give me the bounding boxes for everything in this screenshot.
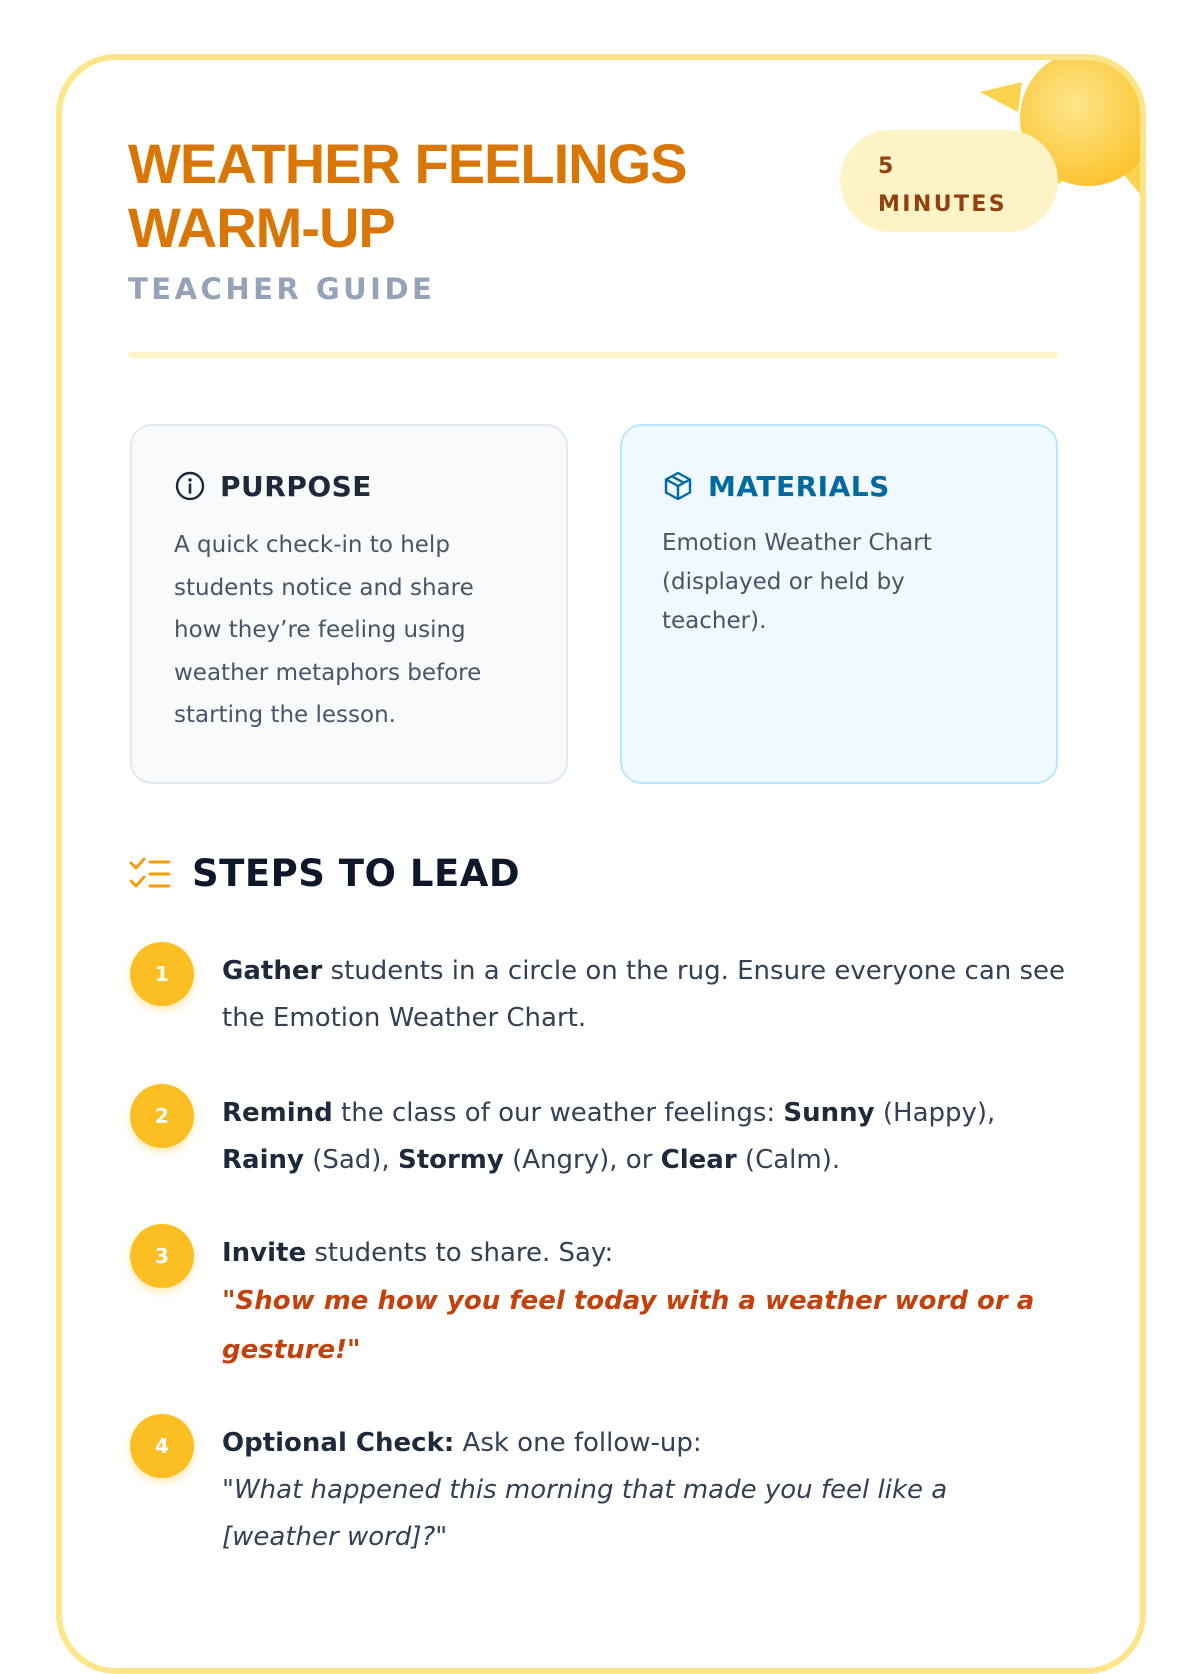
duration-unit: MINUTES (878, 192, 1008, 217)
materials-header (662, 468, 1016, 504)
step-quote: "Show me how you feel today with a weather word or a gesture!" (222, 1286, 1035, 1365)
purpose-text: A quick check-in to help students notice and share how they’re feeling using weather metaphors before starting the lesson. (174, 532, 482, 728)
feeling-word: Sunny (783, 1098, 875, 1128)
duration-badge (840, 130, 1058, 232)
feeling-word: Stormy (397, 1145, 504, 1175)
step-lead: Gather (222, 956, 323, 986)
step-number: 3 (130, 1224, 194, 1288)
materials-title: MATERIALS (708, 469, 890, 503)
materials-text: Emotion Weather Chart (displayed or held by teacher). (662, 530, 932, 634)
step-text: Invite students to share. Say: "Show me how you feel today with a weather word or a gesture!" (222, 1230, 1072, 1375)
step-text: Optional Check: Ask one follow-up: "What happened this morning that made you feel like a [weather word]?" (222, 1420, 1072, 1561)
steps-header (128, 852, 520, 895)
feeling-word: Clear (660, 1145, 737, 1175)
step-lead: Remind (222, 1098, 333, 1128)
step-lead: Optional Check: (222, 1428, 455, 1458)
box-icon (662, 470, 694, 502)
page-subtitle: TEACHER GUIDE (128, 272, 436, 306)
purpose-box (130, 424, 568, 784)
step-quote: "What happened this morning that made you feel like a [weather word]?" (222, 1475, 948, 1552)
step-number: 2 (130, 1084, 194, 1148)
purpose-title: PURPOSE (220, 469, 372, 503)
feeling-word: Rainy (222, 1145, 304, 1175)
step-number: 4 (130, 1414, 194, 1478)
duration-number: 5 (878, 154, 896, 179)
step-number: 1 (130, 942, 194, 1006)
header-divider (128, 352, 1058, 358)
step-text: Remind the class of our weather feelings: Sunny (Happy), Rainy (Sad), Stormy (Angry), or Clear (Calm). (222, 1098, 996, 1175)
step-lead: Invite (222, 1238, 307, 1268)
guide-card (56, 54, 1146, 1674)
materials-box (620, 424, 1058, 784)
steps-title: STEPS TO LEAD (192, 852, 521, 895)
info-icon (174, 470, 206, 502)
step-text: Gather students in a circle on the rug. Ensure everyone can see the Emotion Weather Chart. (222, 956, 1066, 1033)
checklist-icon (128, 854, 172, 894)
page-title: WEATHER FEELINGS WARM-UP (128, 132, 687, 259)
purpose-header (174, 468, 526, 504)
